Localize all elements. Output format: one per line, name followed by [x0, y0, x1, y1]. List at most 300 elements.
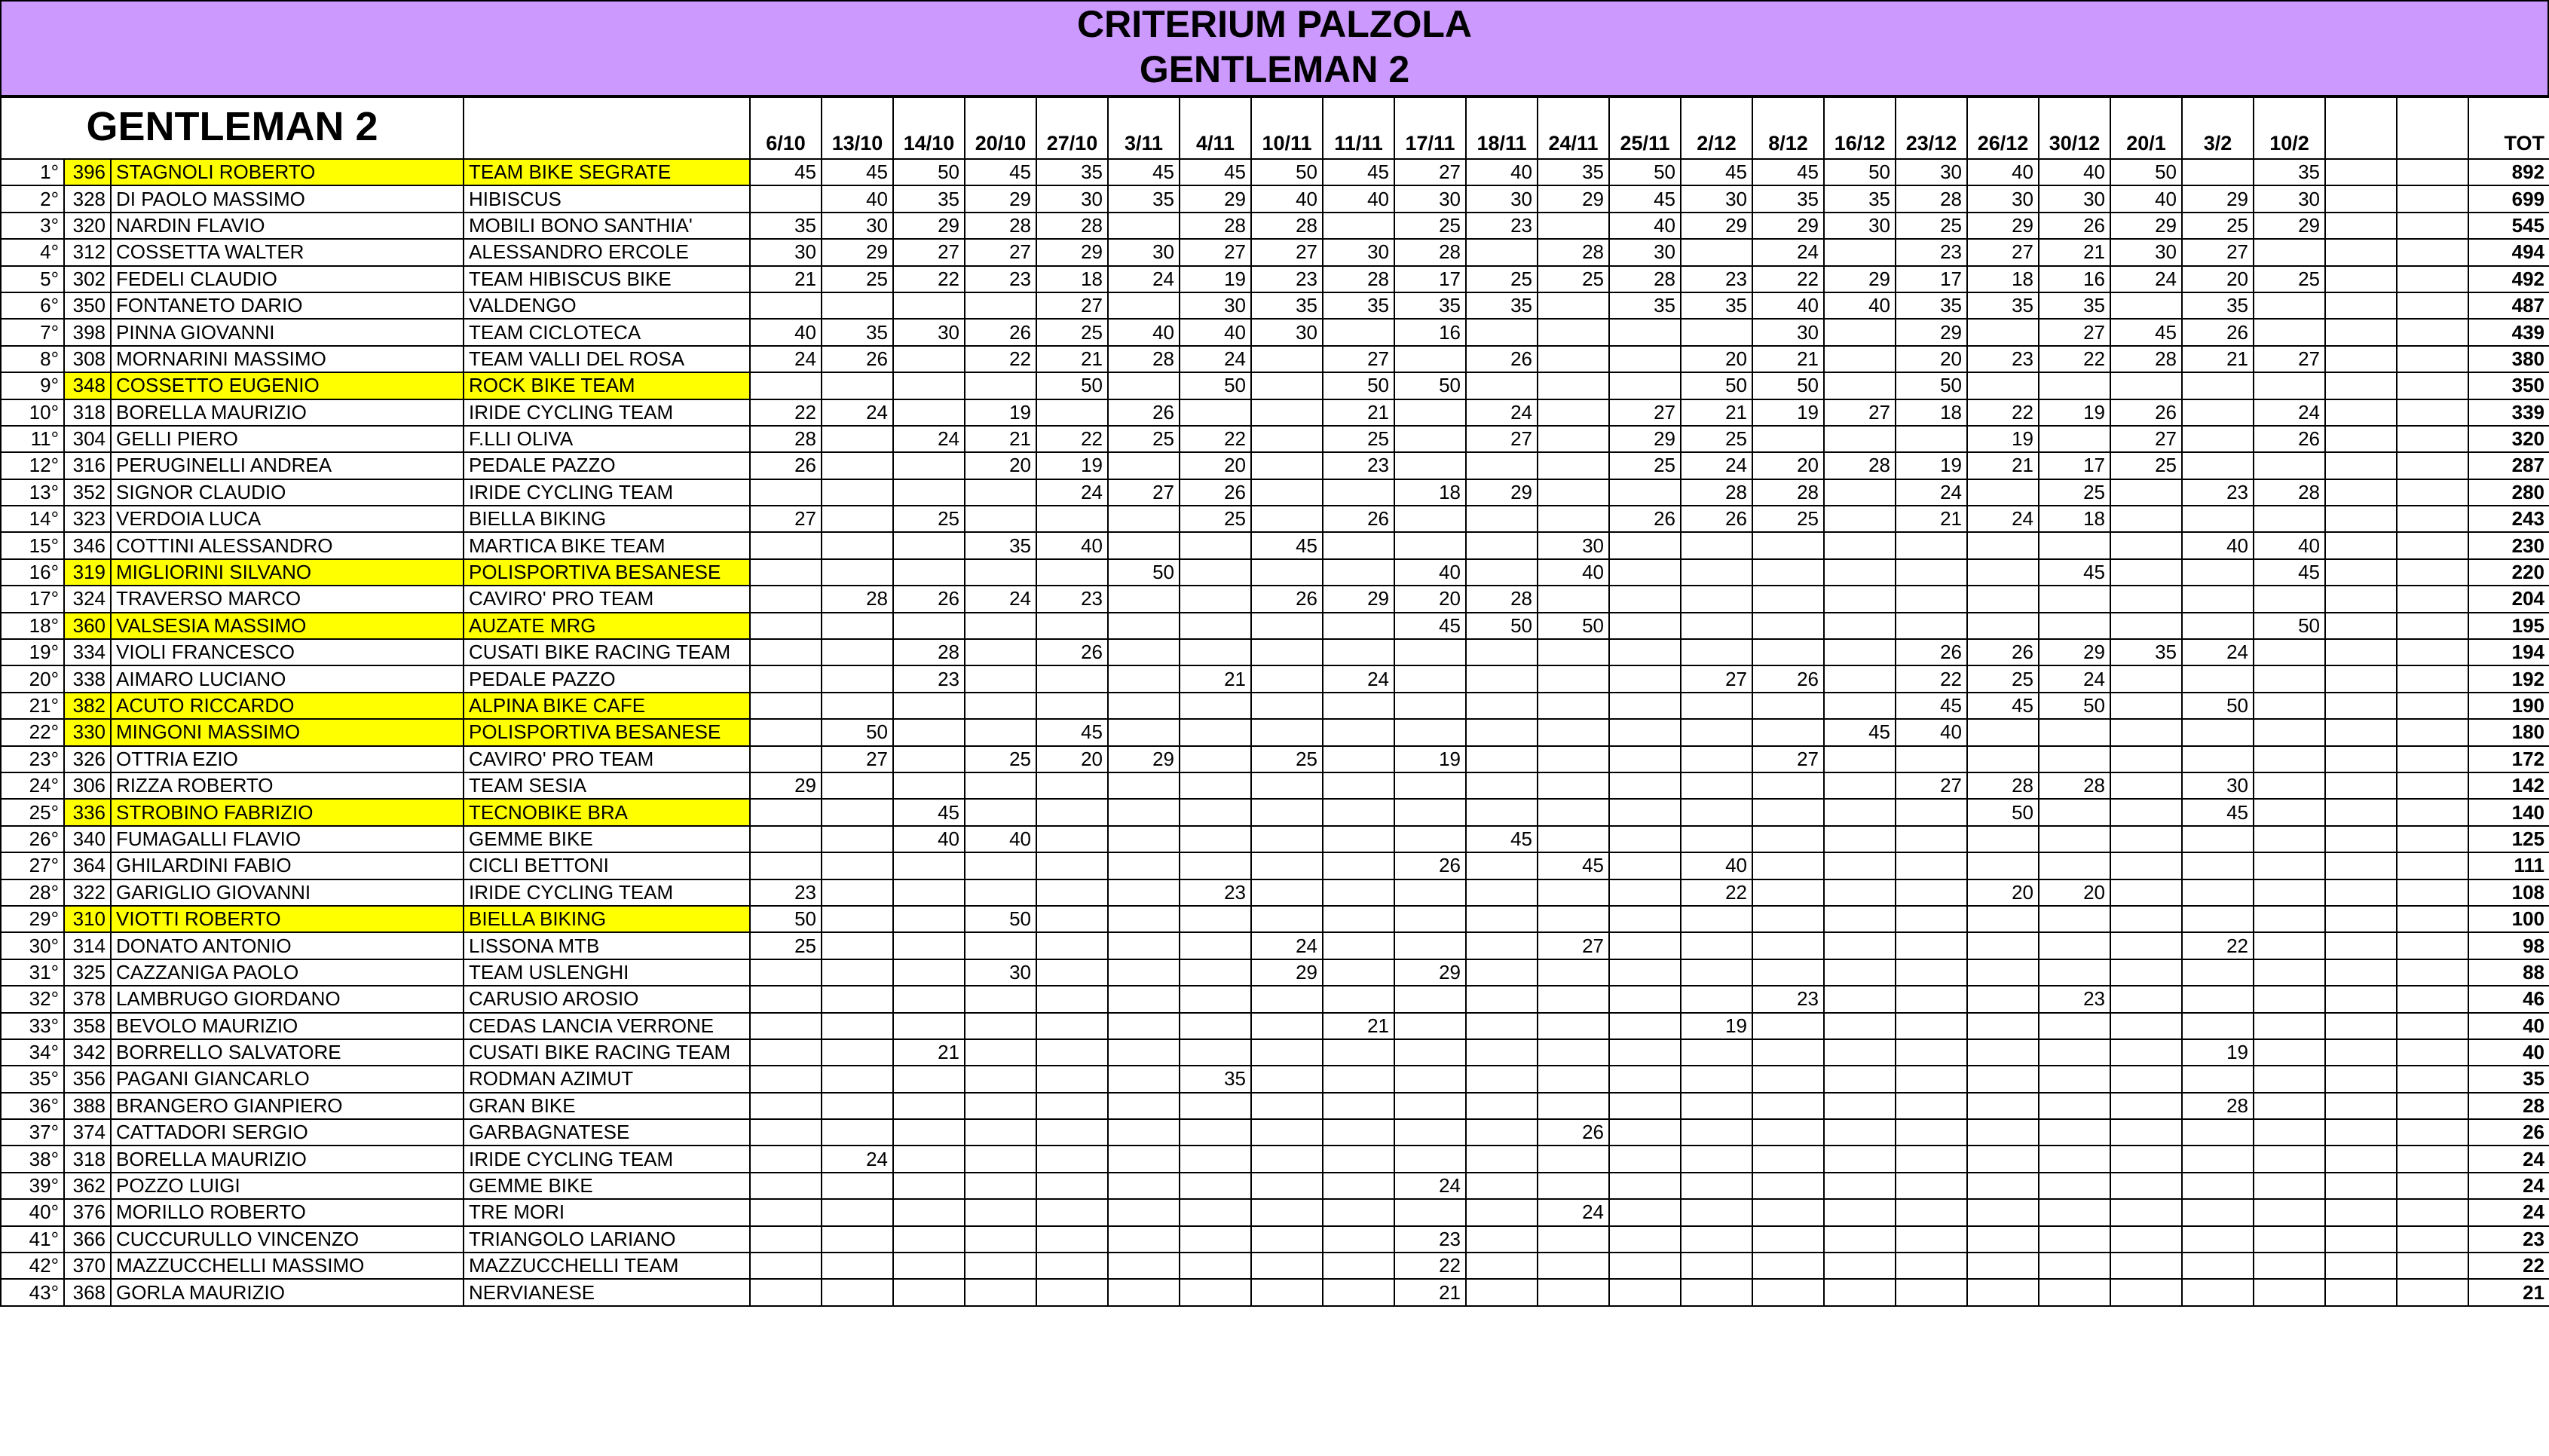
- score-cell: [893, 986, 965, 1012]
- score-cell: 24: [1108, 266, 1180, 292]
- score-cell: 50: [1394, 372, 1466, 399]
- table-row: [1, 1039, 2549, 1066]
- score-cell: [2254, 1039, 2325, 1066]
- score-cell: [2254, 319, 2325, 345]
- score-cell: 27: [750, 506, 822, 532]
- score-cell: 28: [1681, 479, 1752, 506]
- score-cell: [1681, 319, 1752, 345]
- position-cell: 28°: [1, 879, 64, 906]
- score-cell: [1036, 986, 1108, 1012]
- score-cell: 24: [2110, 266, 2182, 292]
- score-cell: [1609, 772, 1681, 799]
- score-cell: [2325, 719, 2397, 745]
- score-cell: [1251, 479, 1323, 506]
- score-cell: [822, 1119, 893, 1146]
- score-cell: [1752, 639, 1824, 665]
- score-cell: 29: [1251, 959, 1323, 986]
- score-cell: [2397, 826, 2468, 852]
- score-cell: [1108, 372, 1180, 399]
- score-cell: 26: [1466, 346, 1538, 372]
- score-cell: [1967, 746, 2039, 772]
- score-cell: 25: [1466, 266, 1538, 292]
- score-cell: 40: [1752, 292, 1824, 319]
- score-cell: [1108, 532, 1180, 558]
- score-cell: [965, 1119, 1036, 1146]
- score-cell: [1323, 639, 1394, 665]
- total-cell: 350: [2468, 372, 2549, 399]
- score-cell: [1538, 292, 1609, 319]
- team-name-cell: IRIDE CYCLING TEAM: [464, 479, 750, 506]
- score-cell: 35: [1036, 159, 1108, 185]
- score-cell: [1180, 613, 1251, 639]
- score-cell: 30: [1394, 185, 1466, 212]
- position-cell: 18°: [1, 613, 64, 639]
- score-cell: [1466, 239, 1538, 265]
- score-cell: [1681, 1093, 1752, 1119]
- bib-number-cell: 334: [64, 639, 111, 665]
- score-cell: 40: [1036, 532, 1108, 558]
- rider-name-cell: VERDOIA LUCA: [111, 506, 464, 532]
- team-heading: [464, 97, 750, 159]
- score-cell: [2325, 532, 2397, 558]
- rider-name-cell: ACUTO RICCARDO: [111, 693, 464, 719]
- score-cell: [1609, 479, 1681, 506]
- score-cell: [1394, 346, 1466, 372]
- score-cell: [2325, 506, 2397, 532]
- score-cell: [965, 479, 1036, 506]
- score-cell: [2254, 1093, 2325, 1119]
- rider-name-cell: FUMAGALLI FLAVIO: [111, 826, 464, 852]
- score-cell: [1036, 1253, 1108, 1279]
- position-cell: 1°: [1, 159, 64, 185]
- score-cell: [2182, 372, 2254, 399]
- score-cell: 28: [1538, 239, 1609, 265]
- score-cell: [1752, 772, 1824, 799]
- score-cell: [1538, 879, 1609, 906]
- score-cell: [1538, 213, 1609, 239]
- score-cell: 50: [822, 719, 893, 745]
- score-cell: 30: [1180, 292, 1251, 319]
- score-cell: [2110, 1013, 2182, 1039]
- score-cell: 21: [750, 266, 822, 292]
- score-cell: [2254, 693, 2325, 719]
- score-cell: 23: [750, 879, 822, 906]
- score-cell: [1824, 1039, 1896, 1066]
- score-cell: [2182, 1173, 2254, 1199]
- score-cell: [1466, 1146, 1538, 1172]
- score-cell: 22: [1681, 879, 1752, 906]
- rider-name-cell: BORELLA MAURIZIO: [111, 399, 464, 426]
- position-cell: 7°: [1, 319, 64, 345]
- score-cell: 24: [1394, 1173, 1466, 1199]
- score-cell: [2397, 266, 2468, 292]
- score-cell: [2254, 799, 2325, 825]
- total-cell: 699: [2468, 185, 2549, 212]
- score-cell: 50: [1681, 372, 1752, 399]
- date-column-header: 18/11: [1466, 97, 1538, 159]
- score-cell: [2325, 746, 2397, 772]
- score-cell: 26: [1036, 639, 1108, 665]
- score-cell: [1752, 1013, 1824, 1039]
- score-cell: [1752, 532, 1824, 558]
- score-cell: 27: [965, 239, 1036, 265]
- score-cell: 24: [1180, 346, 1251, 372]
- score-cell: [1180, 1279, 1251, 1305]
- score-cell: 28: [1752, 479, 1824, 506]
- score-cell: [1180, 799, 1251, 825]
- score-cell: [1036, 1013, 1108, 1039]
- score-cell: [822, 906, 893, 932]
- score-cell: [1967, 613, 2039, 639]
- score-cell: [1538, 986, 1609, 1012]
- score-cell: 35: [1609, 292, 1681, 319]
- score-cell: [2039, 1013, 2110, 1039]
- score-cell: [2039, 1119, 2110, 1146]
- bib-number-cell: 328: [64, 185, 111, 212]
- score-cell: [965, 1013, 1036, 1039]
- score-cell: [1251, 1253, 1323, 1279]
- score-cell: [1752, 1066, 1824, 1092]
- score-cell: [1609, 986, 1681, 1012]
- score-cell: 27: [1251, 239, 1323, 265]
- score-cell: 16: [1394, 319, 1466, 345]
- score-cell: 45: [2182, 799, 2254, 825]
- position-cell: 5°: [1, 266, 64, 292]
- score-cell: 35: [893, 185, 965, 212]
- score-cell: 45: [1896, 693, 1967, 719]
- team-name-cell: TEAM BIKE SEGRATE: [464, 159, 750, 185]
- score-cell: [1323, 213, 1394, 239]
- score-cell: [1681, 1253, 1752, 1279]
- table-row: [1, 399, 2549, 426]
- score-cell: 27: [1824, 399, 1896, 426]
- score-cell: 35: [1108, 185, 1180, 212]
- team-name-cell: PEDALE PAZZO: [464, 452, 750, 479]
- score-cell: [1180, 1039, 1251, 1066]
- score-cell: [2397, 639, 2468, 665]
- total-cell: 180: [2468, 719, 2549, 745]
- score-cell: [2039, 1173, 2110, 1199]
- score-cell: [1538, 772, 1609, 799]
- score-cell: [1251, 1119, 1323, 1146]
- score-cell: [1036, 559, 1108, 586]
- score-cell: [1394, 1039, 1466, 1066]
- score-cell: 21: [1323, 399, 1394, 426]
- score-cell: 28: [1036, 213, 1108, 239]
- score-cell: [1681, 1146, 1752, 1172]
- score-cell: 30: [2182, 772, 2254, 799]
- score-cell: 17: [2039, 452, 2110, 479]
- score-cell: 25: [1896, 213, 1967, 239]
- score-cell: [1394, 1119, 1466, 1146]
- score-cell: 50: [1824, 159, 1896, 185]
- score-cell: [1394, 906, 1466, 932]
- score-cell: [1824, 986, 1896, 1012]
- score-cell: [1108, 826, 1180, 852]
- score-cell: [2397, 479, 2468, 506]
- score-cell: 24: [1251, 932, 1323, 959]
- score-cell: [1609, 932, 1681, 959]
- score-cell: 25: [1323, 426, 1394, 452]
- score-cell: [822, 559, 893, 586]
- score-cell: 19: [1896, 452, 1967, 479]
- score-cell: 21: [1681, 399, 1752, 426]
- rider-name-cell: VIOTTI ROBERTO: [111, 906, 464, 932]
- score-cell: 26: [750, 452, 822, 479]
- score-cell: 22: [1180, 426, 1251, 452]
- score-cell: 20: [965, 452, 1036, 479]
- score-cell: [1752, 719, 1824, 745]
- score-cell: 18: [1036, 266, 1108, 292]
- team-name-cell: CICLI BETTONI: [464, 852, 750, 879]
- score-cell: [750, 185, 822, 212]
- score-cell: [822, 506, 893, 532]
- team-name-cell: BIELLA BIKING: [464, 506, 750, 532]
- score-cell: 23: [965, 266, 1036, 292]
- score-cell: 27: [1538, 932, 1609, 959]
- score-cell: [2110, 826, 2182, 852]
- score-cell: [1681, 239, 1752, 265]
- score-cell: [1466, 693, 1538, 719]
- score-cell: [2182, 1066, 2254, 1092]
- score-cell: [1824, 879, 1896, 906]
- team-name-cell: IRIDE CYCLING TEAM: [464, 1146, 750, 1172]
- score-cell: [965, 799, 1036, 825]
- score-cell: [2182, 426, 2254, 452]
- rider-name-cell: DI PAOLO MASSIMO: [111, 185, 464, 212]
- total-cell: 40: [2468, 1039, 2549, 1066]
- score-cell: [1180, 719, 1251, 745]
- score-cell: 26: [2182, 319, 2254, 345]
- score-cell: [2182, 959, 2254, 986]
- score-cell: 25: [822, 266, 893, 292]
- score-cell: 30: [2110, 239, 2182, 265]
- rider-name-cell: MORILLO ROBERTO: [111, 1199, 464, 1225]
- date-column-header: [2397, 97, 2468, 159]
- score-cell: [1251, 799, 1323, 825]
- score-cell: 25: [1251, 746, 1323, 772]
- score-cell: [2325, 1039, 2397, 1066]
- table-row: [1, 1066, 2549, 1092]
- score-cell: [965, 1093, 1036, 1119]
- bib-number-cell: 388: [64, 1093, 111, 1119]
- score-cell: 27: [1394, 159, 1466, 185]
- date-column-header: 8/12: [1752, 97, 1824, 159]
- score-cell: [1609, 319, 1681, 345]
- score-cell: [750, 479, 822, 506]
- team-name-cell: F.LLI OLIVA: [464, 426, 750, 452]
- score-cell: [1609, 959, 1681, 986]
- score-cell: 45: [893, 799, 965, 825]
- score-cell: 40: [1538, 559, 1609, 586]
- score-cell: [1538, 372, 1609, 399]
- score-cell: [1609, 639, 1681, 665]
- score-cell: 26: [1108, 399, 1180, 426]
- score-cell: 21: [1323, 1013, 1394, 1039]
- score-cell: [1967, 1173, 2039, 1199]
- position-cell: 9°: [1, 372, 64, 399]
- position-cell: 25°: [1, 799, 64, 825]
- score-cell: 23: [1394, 1226, 1466, 1253]
- score-cell: [750, 1093, 822, 1119]
- score-cell: 22: [1036, 426, 1108, 452]
- bib-number-cell: 325: [64, 959, 111, 986]
- score-cell: 21: [1394, 1279, 1466, 1305]
- score-cell: [1538, 693, 1609, 719]
- score-cell: [2397, 346, 2468, 372]
- score-cell: 40: [2039, 159, 2110, 185]
- rider-name-cell: DONATO ANTONIO: [111, 932, 464, 959]
- score-cell: [2397, 906, 2468, 932]
- score-cell: [2254, 906, 2325, 932]
- score-cell: [1967, 1066, 2039, 1092]
- team-name-cell: CUSATI BIKE RACING TEAM: [464, 639, 750, 665]
- score-cell: [750, 719, 822, 745]
- score-cell: 24: [822, 1146, 893, 1172]
- table-row: [1, 426, 2549, 452]
- position-cell: 33°: [1, 1013, 64, 1039]
- score-cell: [1108, 906, 1180, 932]
- score-cell: [1108, 1199, 1180, 1225]
- score-cell: [1752, 826, 1824, 852]
- score-cell: [965, 613, 1036, 639]
- score-cell: [2110, 1146, 2182, 1172]
- score-cell: [1466, 532, 1538, 558]
- score-cell: 27: [1180, 239, 1251, 265]
- score-cell: 28: [1251, 213, 1323, 239]
- score-cell: [1108, 213, 1180, 239]
- score-cell: [2182, 399, 2254, 426]
- score-cell: [2110, 852, 2182, 879]
- score-cell: [1752, 586, 1824, 612]
- score-cell: 17: [1896, 266, 1967, 292]
- score-cell: 45: [1609, 185, 1681, 212]
- team-name-cell: CEDAS LANCIA VERRONE: [464, 1013, 750, 1039]
- score-cell: [2325, 1093, 2397, 1119]
- score-cell: [1609, 906, 1681, 932]
- team-name-cell: BIELLA BIKING: [464, 906, 750, 932]
- position-cell: 42°: [1, 1253, 64, 1279]
- score-cell: [1609, 1093, 1681, 1119]
- score-cell: 24: [750, 346, 822, 372]
- score-cell: [750, 1279, 822, 1305]
- score-cell: [1323, 719, 1394, 745]
- score-cell: 28: [1180, 213, 1251, 239]
- score-cell: [1394, 399, 1466, 426]
- score-cell: [2110, 665, 2182, 692]
- score-cell: 29: [893, 213, 965, 239]
- score-cell: [1394, 826, 1466, 852]
- score-cell: [1466, 1279, 1538, 1305]
- score-cell: [1967, 906, 2039, 932]
- score-cell: [2397, 719, 2468, 745]
- score-cell: 40: [1180, 319, 1251, 345]
- score-cell: [1466, 1253, 1538, 1279]
- score-cell: [1108, 1093, 1180, 1119]
- score-cell: [2325, 906, 2397, 932]
- score-cell: 50: [1251, 159, 1323, 185]
- score-cell: [965, 852, 1036, 879]
- score-cell: [822, 426, 893, 452]
- total-cell: 24: [2468, 1146, 2549, 1172]
- score-cell: [2182, 665, 2254, 692]
- score-cell: [1394, 879, 1466, 906]
- score-cell: [2110, 506, 2182, 532]
- score-cell: 40: [893, 826, 965, 852]
- score-cell: [822, 799, 893, 825]
- table-row: [1, 1173, 2549, 1199]
- score-cell: [1251, 693, 1323, 719]
- score-cell: 24: [893, 426, 965, 452]
- score-cell: [2110, 559, 2182, 586]
- score-cell: [1967, 1039, 2039, 1066]
- score-cell: [2039, 826, 2110, 852]
- score-cell: [1538, 1226, 1609, 1253]
- score-cell: [1036, 665, 1108, 692]
- score-cell: [1323, 746, 1394, 772]
- score-cell: 23: [1251, 266, 1323, 292]
- score-cell: [965, 1173, 1036, 1199]
- score-cell: [893, 292, 965, 319]
- score-cell: [1609, 1253, 1681, 1279]
- score-cell: 27: [1752, 746, 1824, 772]
- team-name-cell: RODMAN AZIMUT: [464, 1066, 750, 1092]
- score-cell: [1752, 1146, 1824, 1172]
- score-cell: [2397, 959, 2468, 986]
- team-name-cell: CAVIRO' PRO TEAM: [464, 746, 750, 772]
- score-cell: [1609, 693, 1681, 719]
- score-cell: 24: [965, 586, 1036, 612]
- score-cell: [2254, 452, 2325, 479]
- score-cell: 40: [1466, 159, 1538, 185]
- score-cell: [1466, 1199, 1538, 1225]
- score-cell: 21: [1896, 506, 1967, 532]
- score-cell: [1824, 693, 1896, 719]
- score-cell: [1824, 1199, 1896, 1225]
- score-cell: [2325, 665, 2397, 692]
- score-cell: 25: [2182, 213, 2254, 239]
- score-cell: [1752, 426, 1824, 452]
- table-row: [1, 346, 2549, 372]
- score-cell: 30: [822, 213, 893, 239]
- score-cell: [822, 1039, 893, 1066]
- table-row: [1, 986, 2549, 1012]
- score-cell: 40: [965, 826, 1036, 852]
- score-cell: 21: [2039, 239, 2110, 265]
- score-cell: [1394, 1146, 1466, 1172]
- score-cell: 26: [1752, 665, 1824, 692]
- score-cell: [1609, 1146, 1681, 1172]
- score-cell: [2039, 1093, 2110, 1119]
- team-name-cell: GARBAGNATESE: [464, 1119, 750, 1146]
- total-cell: 172: [2468, 746, 2549, 772]
- score-cell: 24: [1752, 239, 1824, 265]
- score-cell: [1180, 746, 1251, 772]
- score-cell: 29: [2110, 213, 2182, 239]
- score-cell: [1538, 452, 1609, 479]
- score-cell: [2254, 959, 2325, 986]
- score-cell: 20: [2039, 879, 2110, 906]
- team-name-cell: MAZZUCCHELLI TEAM: [464, 1253, 750, 1279]
- score-cell: [965, 639, 1036, 665]
- score-cell: [822, 1279, 893, 1305]
- date-column-header: 25/11: [1609, 97, 1681, 159]
- team-name-cell: HIBISCUS: [464, 185, 750, 212]
- score-cell: [2110, 1173, 2182, 1199]
- score-cell: [2397, 852, 2468, 879]
- score-cell: [1609, 613, 1681, 639]
- score-cell: [750, 532, 822, 558]
